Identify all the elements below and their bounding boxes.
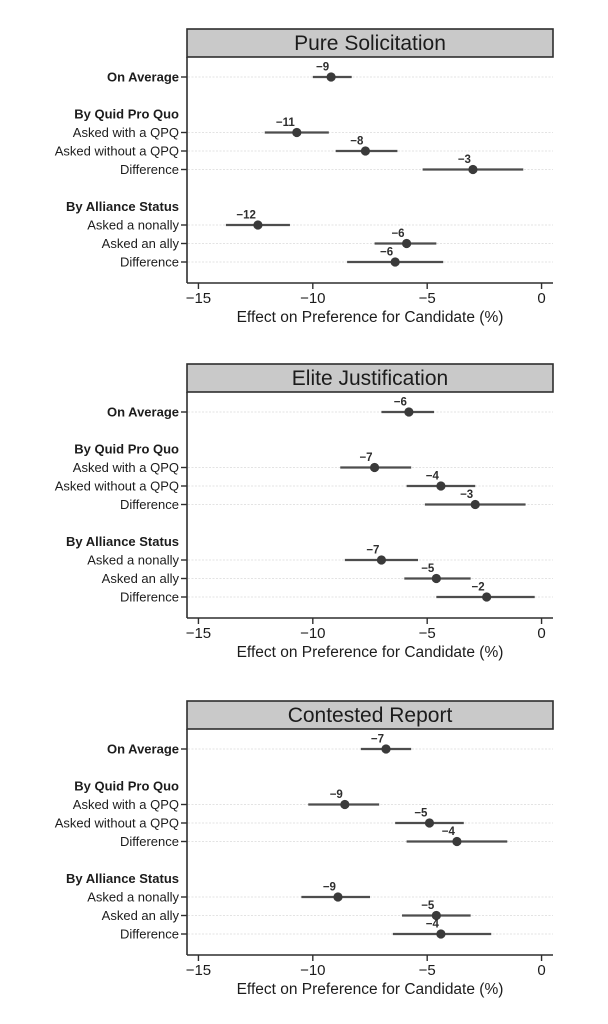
point-marker [381,744,390,753]
panel-title: Elite Justification [291,367,449,390]
value-label: −11 [275,117,295,129]
value-label: −7 [359,452,373,464]
row-label: Asked with a QPQ [72,797,179,812]
point-marker [452,837,461,846]
row-label: Difference [119,497,179,512]
x-tick-label: −5 [418,625,436,642]
row-label: Difference [119,162,179,177]
value-label: −5 [414,807,428,820]
row-label: Difference [119,834,179,849]
x-tick-label: 0 [537,290,546,307]
x-tick-label: −15 [185,962,212,979]
value-label: −4 [425,470,439,483]
row-label: Asked a nonally [87,552,179,568]
row-label: Asked without a QPQ [54,478,179,494]
x-tick-label: −10 [300,962,326,979]
point-marker [292,128,301,137]
point-marker [471,500,480,509]
row-label: Difference [119,589,179,605]
value-label: −9 [322,881,336,894]
row-label: Asked an ally [101,571,179,586]
x-axis-title: Effect on Preference for Candidate (%) [236,309,504,326]
row-label: Asked a nonally [87,217,179,233]
row-group-header: By Alliance Status [66,199,179,214]
value-label: −6 [391,228,405,240]
panel-contested-report [0,700,608,1002]
point-marker [361,146,370,155]
point-marker [482,592,491,601]
point-marker [404,407,413,416]
point-marker [340,800,349,809]
value-label: −8 [350,135,364,148]
point-marker [253,220,262,229]
value-label: −3 [460,489,474,501]
value-label: −3 [457,154,471,166]
x-tick-label: −15 [185,625,212,642]
row-label: On Average [106,741,179,757]
panel-pure-solicitation [0,28,608,330]
x-tick-label: 0 [537,962,546,979]
panel-title: Contested Report [287,704,453,727]
point-marker [402,239,411,248]
point-marker [391,257,400,266]
value-label: −5 [421,900,435,912]
x-tick-label: −5 [418,290,436,307]
row-group-header: By Quid Pro Quo [74,441,179,457]
value-label: −9 [315,61,330,74]
row-label: Difference [119,926,179,942]
row-group-header: By Quid Pro Quo [74,106,179,122]
row-label: Asked an ally [101,908,179,923]
value-label: −4 [425,918,439,931]
point-marker [333,892,342,901]
value-label: −4 [441,826,455,838]
point-marker [436,481,445,490]
value-label: −6 [380,246,394,259]
x-tick-label: 0 [537,625,546,642]
row-group-header: By Alliance Status [66,534,179,549]
value-label: −2 [471,581,485,594]
row-label: Asked with a QPQ [72,460,179,475]
point-marker [432,574,441,583]
value-label: −7 [366,544,380,557]
value-label: −9 [329,789,343,801]
point-marker [468,165,477,174]
row-label: Asked a nonally [87,889,179,905]
row-label: On Average [106,69,179,85]
value-label: −6 [393,396,407,409]
x-axis-title: Effect on Preference for Candidate (%) [236,644,504,661]
row-label: On Average [106,404,179,420]
row-group-header: By Alliance Status [66,871,179,886]
value-label: −5 [421,563,435,575]
point-marker [436,929,445,938]
panel-elite-justification [0,363,608,665]
row-label: Asked with a QPQ [72,125,179,140]
row-label: Asked without a QPQ [54,143,179,159]
x-axis-title: Effect on Preference for Candidate (%) [236,981,504,998]
row-label: Asked an ally [101,236,179,251]
row-group-header: By Quid Pro Quo [74,778,179,794]
row-label: Asked without a QPQ [54,815,179,831]
x-tick-label: −5 [418,962,436,979]
x-tick-label: −15 [185,290,212,307]
point-marker [377,555,386,564]
panel-title: Pure Solicitation [294,32,446,55]
value-label: −12 [236,209,256,222]
point-marker [425,818,434,827]
value-label: −7 [370,733,385,746]
x-tick-label: −10 [300,625,326,642]
row-label: Difference [119,254,179,270]
point-marker [327,72,336,81]
point-marker [370,463,379,472]
x-tick-label: −10 [300,290,326,307]
